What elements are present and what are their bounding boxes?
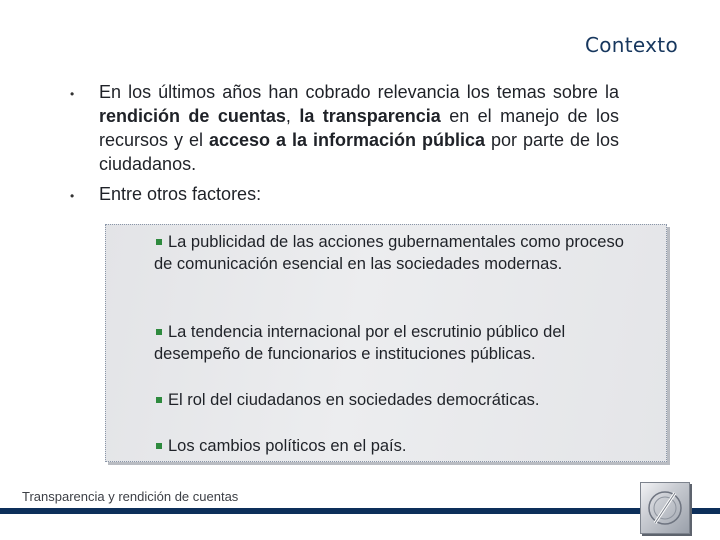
bullet-paragraph-1 xyxy=(99,80,619,176)
footer-caption: Transparencia y rendición de cuentas xyxy=(22,489,239,504)
bold-segment: rendición de cuentas xyxy=(99,106,286,126)
text-segment: por parte de los ciudadanos. xyxy=(99,130,619,174)
text-segment: en el manejo de los recursos y el xyxy=(99,106,619,150)
bold-segment: acceso a la información pública xyxy=(208,130,485,150)
bullet-marker: • xyxy=(70,189,75,203)
text-segment: En los últimos años han cobrado relevancia los temas sobre la xyxy=(99,82,619,102)
logo-graphic xyxy=(641,483,689,533)
bold-segment: la transparencia xyxy=(299,106,441,126)
square-bullet-icon xyxy=(156,329,162,335)
factor-item xyxy=(154,435,644,457)
slide-title: Contexto xyxy=(585,33,678,57)
factors-box xyxy=(105,224,667,462)
factor-text: La tendencia internacional por el escrutinio público del desempeño de funcionarios e instituciones públicas. xyxy=(154,323,566,363)
factor-item xyxy=(154,231,644,275)
factor-text: Los cambios políticos en el país. xyxy=(168,437,407,455)
bullet-marker: • xyxy=(70,87,75,101)
factor-item xyxy=(154,389,644,411)
factor-item xyxy=(154,321,644,365)
institution-logo-icon xyxy=(640,482,690,534)
factor-text: El rol del ciudadanos en sociedades democráticas. xyxy=(168,391,540,409)
footer-bar xyxy=(0,508,720,514)
square-bullet-icon xyxy=(156,397,162,403)
factor-text: La publicidad de las acciones gubernamentales como proceso de comunicación esencial en las sociedades modernas. xyxy=(154,233,624,273)
text-segment: , xyxy=(285,106,300,126)
bullet-paragraph-2: Entre otros factores: xyxy=(99,184,262,204)
square-bullet-icon xyxy=(156,239,162,245)
square-bullet-icon xyxy=(156,443,162,449)
